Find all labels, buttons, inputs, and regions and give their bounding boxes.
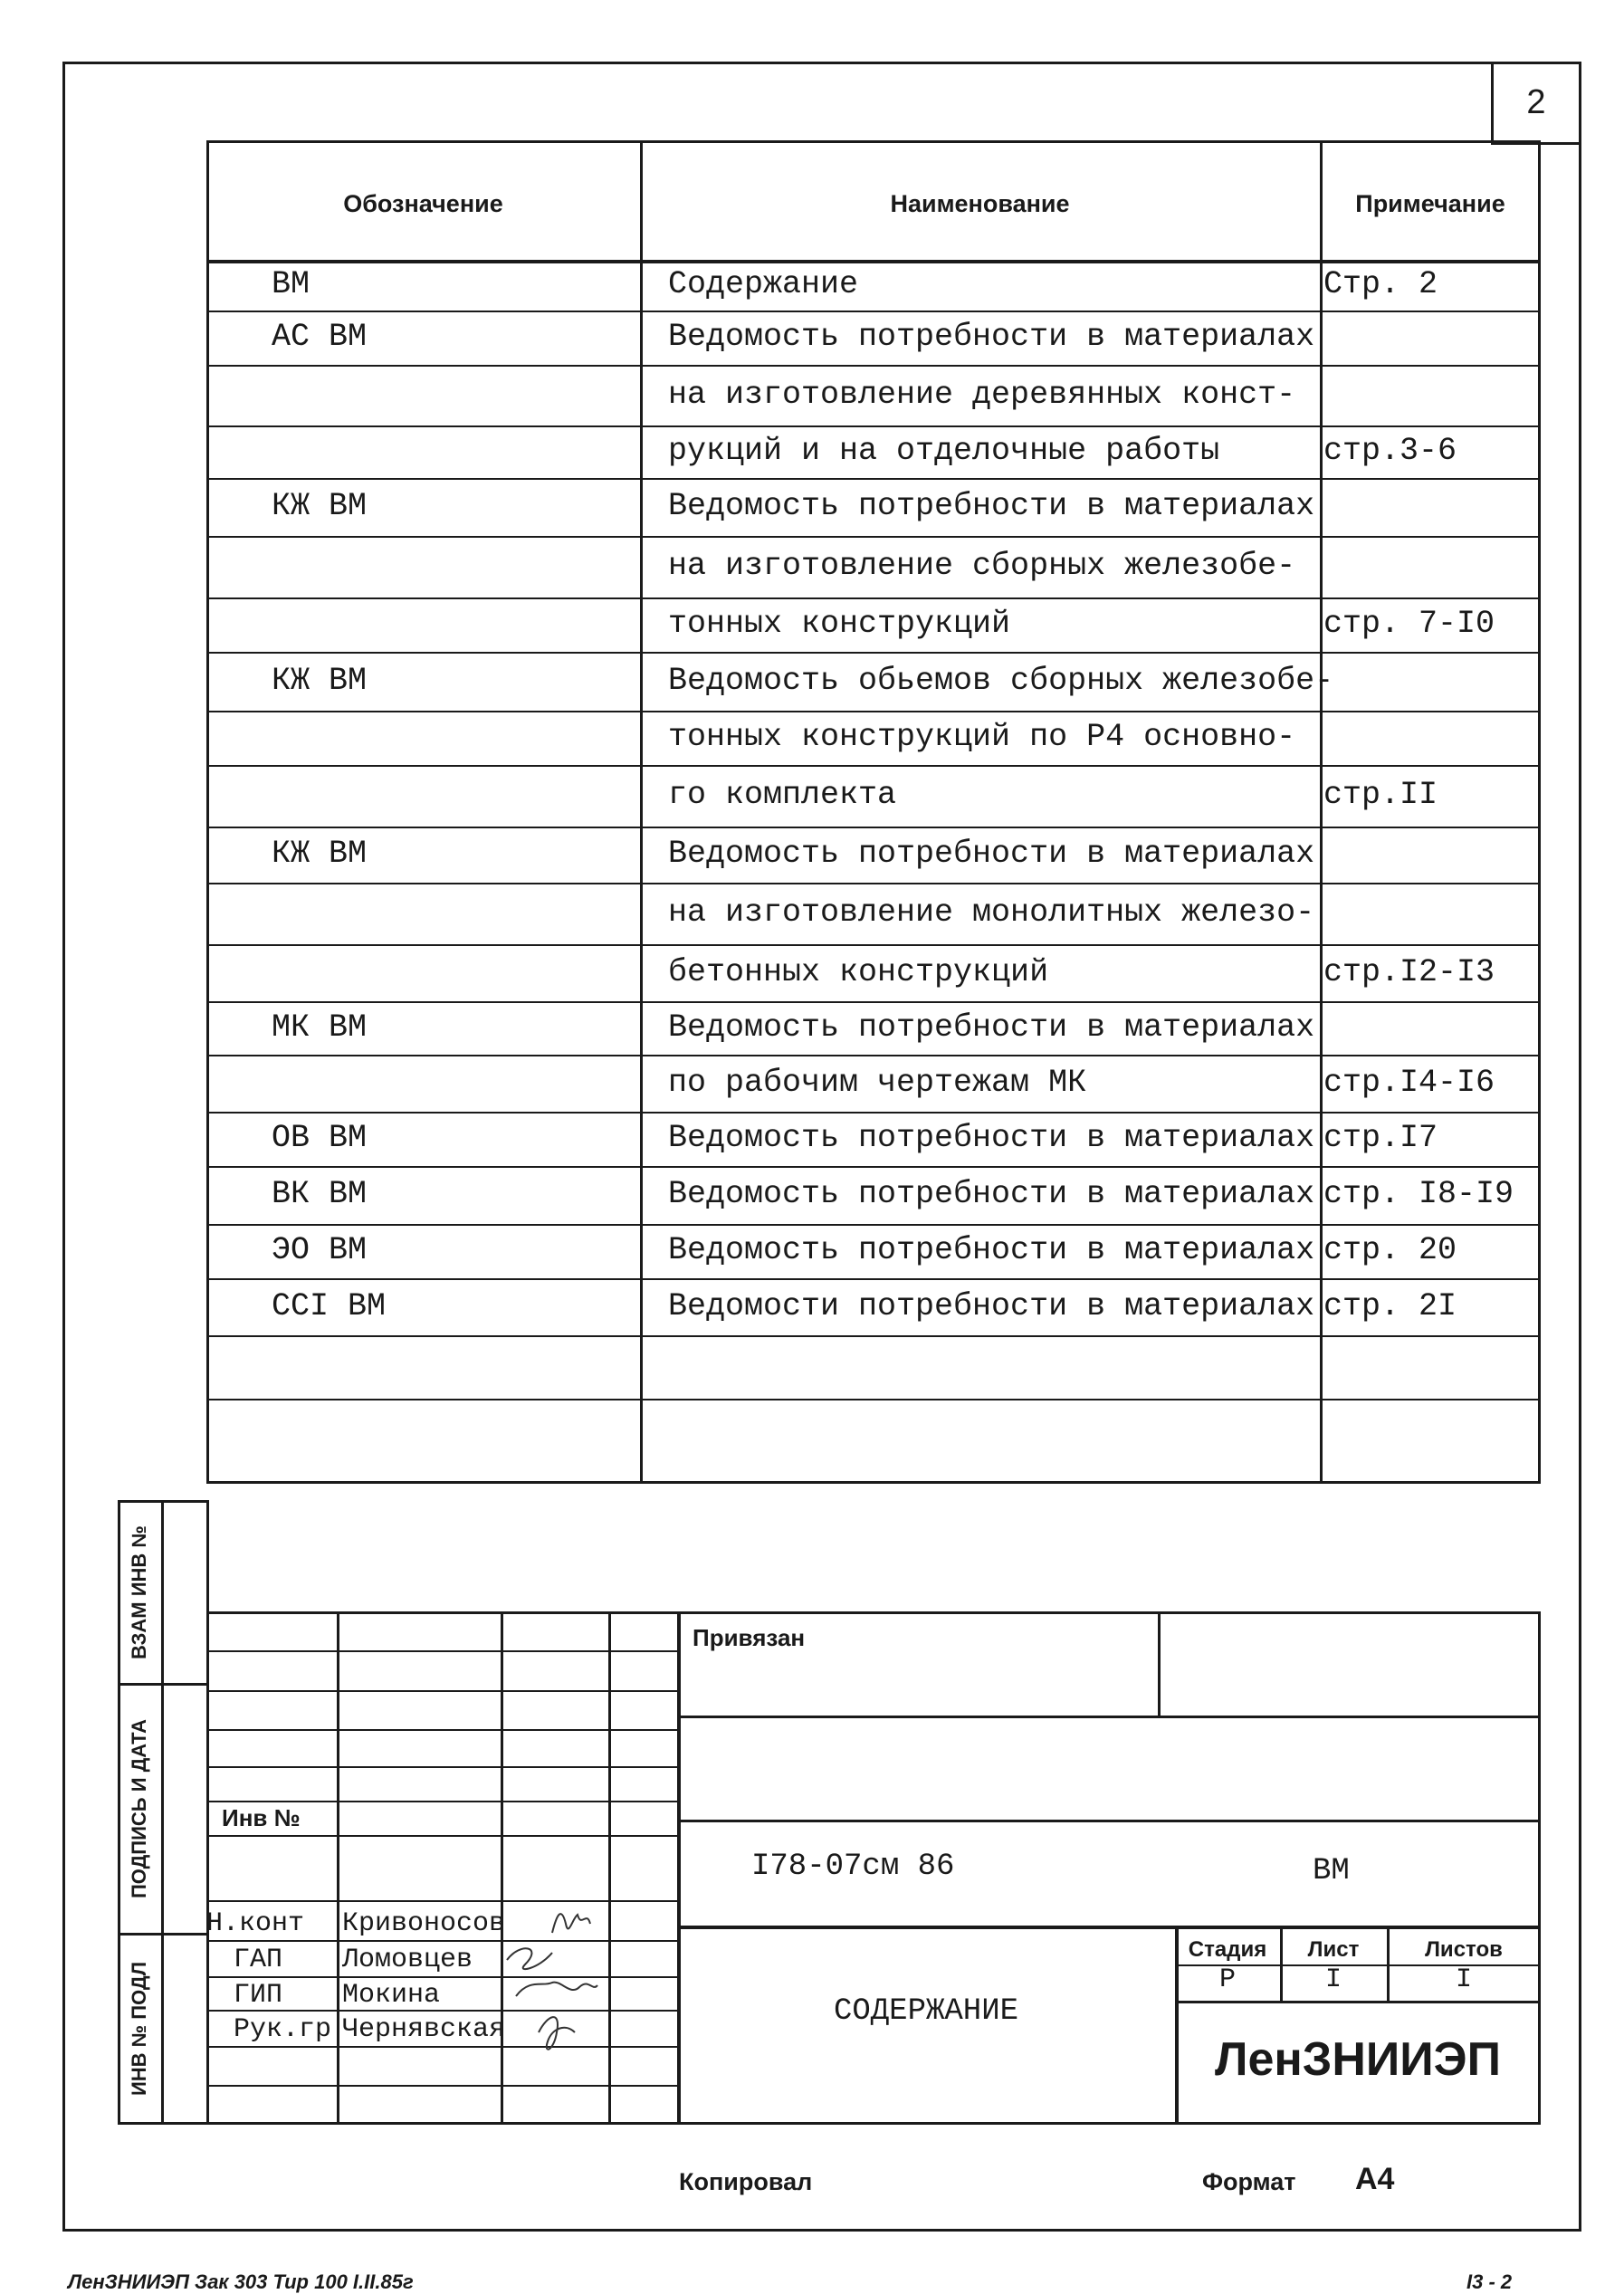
table-row-line: [206, 944, 1541, 946]
sig-role-0: Н.конт: [206, 1908, 305, 1939]
header-note: Примечание: [1355, 190, 1505, 217]
sheets-value: I: [1455, 1964, 1472, 1995]
sig-role-2: ГИП: [234, 1980, 283, 2011]
table-row-line: [206, 478, 1541, 480]
side-stamp-sep-1: [118, 1683, 209, 1686]
signature-scribble-4: [539, 2017, 575, 2050]
cell-name: Ведомость потребности в материалах: [668, 1232, 1315, 1268]
table-row-line: [206, 425, 1541, 427]
table-row-line: [206, 765, 1541, 767]
stage-label: Стадия: [1188, 1937, 1267, 1962]
header-designation: Обозначение: [343, 190, 503, 217]
cell-designation: КЖ ВМ: [272, 663, 368, 699]
tb-right-row-1: [677, 1716, 1541, 1718]
table-row-line: [206, 711, 1541, 712]
table-row-line: [206, 652, 1541, 654]
cell-note: стр. 20: [1323, 1232, 1457, 1268]
cell-name: Ведомость потребности в материалах: [668, 1120, 1315, 1156]
cell-note: стр. 7-I0: [1323, 606, 1495, 642]
col-sep-2: [1320, 140, 1323, 1484]
cell-note: стр.3-6: [1323, 433, 1457, 469]
signature-scribbles: [489, 1897, 625, 2069]
format-value: А4: [1355, 2162, 1395, 2196]
table-row-line: [206, 1166, 1541, 1168]
doc-mark: ВМ: [1313, 1854, 1350, 1888]
tb-row-3: [206, 1729, 679, 1731]
table-row-line: [206, 1278, 1541, 1280]
table-row-line: [206, 597, 1541, 599]
tb-right-row-3: [677, 1926, 1541, 1929]
cell-name: Ведомости потребности в материалах: [668, 1288, 1315, 1324]
inv-no-label: Инв №: [222, 1804, 301, 1831]
cell-designation: ЭО ВМ: [272, 1232, 368, 1268]
cell-name: Ведомость потребности в материалах: [668, 319, 1315, 355]
copied-label: Копировал: [679, 2168, 813, 2195]
cell-name: бетонных конструкций: [668, 954, 1049, 990]
document-title: СОДЕРЖАНИЕ: [833, 1994, 1019, 2029]
sheets-label: Листов: [1425, 1937, 1503, 1962]
table-row-line: [206, 311, 1541, 312]
cell-designation: ССI ВМ: [272, 1288, 387, 1324]
cell-note: стр.I2-I3: [1323, 954, 1495, 990]
tb-stage-row-2: [1175, 2001, 1541, 2003]
cell-name: на изготовление сборных железобе-: [668, 548, 1296, 584]
table-row-line: [206, 1399, 1541, 1400]
cell-name: Ведомость потребности в материалах: [668, 1176, 1315, 1212]
print-info-right: I3 - 2: [1466, 2270, 1513, 2293]
sheet-value: I: [1324, 1964, 1342, 1995]
table-row-line: [206, 1001, 1541, 1003]
format-label: Формат: [1202, 2168, 1296, 2195]
tb-right-row-2: [677, 1820, 1541, 1822]
privyazan-label: Привязан: [693, 1624, 806, 1651]
cell-note: стр.II: [1323, 777, 1438, 813]
sig-role-1: ГАП: [234, 1945, 283, 1975]
header-name: Наименование: [890, 190, 1070, 217]
side-stamp-sep-2: [118, 1933, 209, 1936]
table-row-line: [206, 883, 1541, 884]
sig-name-1: Ломовцев: [342, 1945, 473, 1975]
cell-name: Ведомость обьемов сборных железобе-: [668, 663, 1334, 699]
cell-note: стр.I4-I6: [1323, 1065, 1495, 1101]
cell-name: Ведомость потребности в материалах: [668, 1009, 1315, 1046]
cell-name: Ведомость потребности в материалах: [668, 836, 1315, 872]
tb-row-6: [206, 1835, 679, 1837]
sheet-label: Лист: [1307, 1937, 1360, 1962]
cell-designation: ВМ: [272, 266, 310, 302]
cell-note: стр. 2I: [1323, 1288, 1457, 1324]
table-row-line: [206, 1224, 1541, 1226]
stage-value: Р: [1218, 1964, 1236, 1995]
table-row-line: [206, 1055, 1541, 1056]
col-sep-1: [640, 140, 643, 1484]
sheet-number: 2: [1526, 83, 1546, 121]
sig-name-2: Мокина: [342, 1980, 441, 2011]
cell-note: Стр. 2: [1323, 266, 1438, 302]
cell-name: на изготовление деревянных конст-: [668, 377, 1296, 413]
cell-name: по рабочим чертежам МК: [668, 1065, 1087, 1101]
signature-scribble-2: [507, 1948, 552, 1969]
cell-note: стр.I7: [1323, 1120, 1438, 1156]
cell-name: тонных конструкций по Р4 основно-: [668, 719, 1296, 755]
cell-designation: ОВ ВМ: [272, 1120, 368, 1156]
side-stamp-divider: [161, 1500, 164, 2125]
cell-designation: КЖ ВМ: [272, 488, 368, 524]
cell-designation: МК ВМ: [272, 1009, 368, 1046]
table-row-line: [206, 1112, 1541, 1114]
table-row-line: [206, 827, 1541, 828]
table-row-line: [206, 365, 1541, 367]
header-bottom: [206, 260, 1541, 263]
signature-date-label: ПОДПИСЬ И ДАТА: [128, 1718, 150, 1899]
table-row-line: [206, 536, 1541, 538]
cell-name: го комплекта: [668, 777, 897, 813]
tb-row-4: [206, 1766, 679, 1768]
signature-scribble-3: [516, 1983, 597, 1996]
cell-designation: АС ВМ: [272, 319, 368, 355]
tb-row-1: [206, 1650, 679, 1652]
tb-right-sep: [1158, 1611, 1161, 1716]
cell-name: на изготовление монолитных железо-: [668, 894, 1315, 931]
cell-name: Содержание: [668, 266, 859, 302]
vzam-inv-label: ВЗАМ ИНВ №: [128, 1525, 150, 1659]
print-info-left: ЛенЗНИИЭП Зак 303 Тир 100 I.II.85г: [68, 2270, 414, 2293]
cell-designation: КЖ ВМ: [272, 836, 368, 872]
cell-name: Ведомость потребности в материалах: [668, 488, 1315, 524]
tb-row-5: [206, 1801, 679, 1802]
cell-designation: ВК ВМ: [272, 1176, 368, 1212]
doc-code: I78-07см 86: [751, 1850, 955, 1884]
inv-podl-label: ИНВ № ПОДЛ: [128, 1961, 150, 2097]
sig-name-0: Кривоносов: [342, 1908, 506, 1939]
cell-name: рукций и на отделочные работы: [668, 433, 1220, 469]
cell-note: стр. I8-I9: [1323, 1176, 1514, 1212]
tb-row-12: [206, 2085, 679, 2087]
tb-row-2: [206, 1690, 679, 1692]
table-row-line: [206, 1335, 1541, 1337]
sig-role-3: Рук.гр: [234, 2014, 332, 2045]
cell-name: тонных конструкций: [668, 606, 1011, 642]
signature-scribble-1: [552, 1914, 590, 1933]
sig-name-3: Чернявская: [342, 2014, 506, 2045]
organization-name: ЛенЗНИИЭП: [1214, 2033, 1502, 2086]
